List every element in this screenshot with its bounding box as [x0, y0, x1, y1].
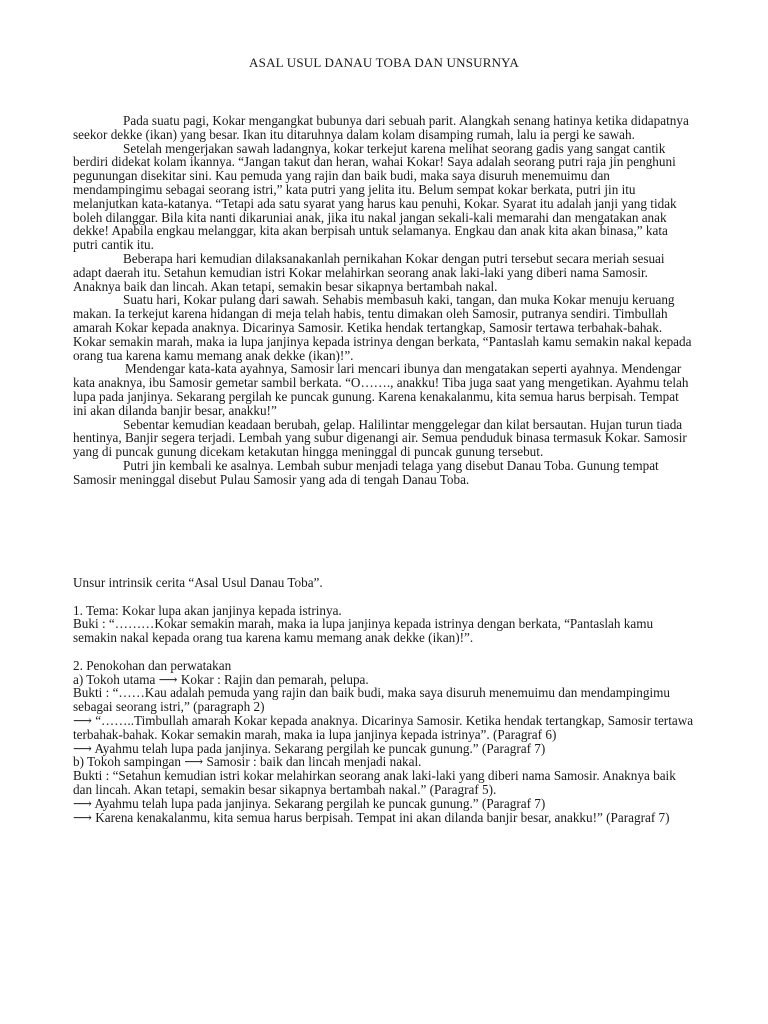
story-paragraph-4: Suatu hari, Kokar pulang dari sawah. Sehabis membasuh kaki, tangan, dan muka Kokar menuju keruang makan. Ia terkejut karena hidangan di meja telah habis, tentu dimakan oleh Samosir, putranya sendiri. Timbullah amarah Kokar kepada anaknya. Dicarinya Samosir. Ketika hendak tertangkap, Samosir tertawa terbahak-bahak. Kokar semakin marah, maka ia lupa janjinya kepada istrinya dengan berkata, “Pantaslah kamu semakin nakal kepada orang tua karena kamu memang anak dekke (ikan)!”.	[73, 292, 692, 363]
intrinsic-elements	[73, 576, 695, 824]
story-paragraph-2: Setelah mengerjakan sawah ladangnya, kokar terkejut karena melihat seorang gadis yang sangat cantik berdiri didekat kolam ikannya. “Jangan takut dan heran, wahai Kokar! Saya adalah seorang putri raja jin penghuni pegunungan disekitar sini. Kau pemuda yang rajin dan baik budi, maka saya disuruh menemuimu dan mendampingimu sebagai seorang istri,” kata putri yang jelita itu. Belum sempat kokar berkata, putri jin itu melanjutkan kata-katanya. “Tetapi ada satu syarat yang harus kau penuhi, Kokar. Syarat itu adalah janji yang tidak boleh dilanggar. Bila kita nanti dikaruniai anak, jika itu nakal jangan sekali-kali memarahi dan mengatakan anak dekke! Apabila engkau melanggar, kita akan berpisah untuk selamanya. Engkau dan anak kita akan binasa,” kata putri cantik itu.	[73, 140, 677, 253]
analysis-line: ⟶ Ayahmu telah lupa pada janjinya. Sekarang pergilah ke puncak gunung.” (Paragraf 7)	[73, 795, 546, 811]
story-body	[73, 114, 695, 487]
story-paragraph-7: Putri jin kembali ke asalnya. Lembah subur menjadi telaga yang disebut Danau Toba. Gunung tempat Samosir meninggal disebut Pulau Samosir yang ada di tengah Danau Toba.	[73, 457, 659, 487]
tema-heading: 1. Tema: Kokar lupa akan janjinya kepada istrinya.	[73, 602, 342, 618]
analysis-line: Bukti : “Setahun kemudian istri kokar melahirkan seorang anak laki-laki yang diberi nama Samosir. Anaknya baik dan lincah. Akan tetapi, semakin besar sikapnya bertambah nakal.” (Paragraf 5).	[73, 768, 676, 797]
analysis-line: ⟶ Karena kenakalanmu, kita semua harus berpisah. Tempat ini akan dilanda banjir besar, anakku!” (Paragraf 7)	[73, 809, 670, 825]
document-title: ASAL USUL DANAU TOBA DAN UNSURNYA	[249, 55, 519, 70]
analysis-line: ⟶ Ayahmu telah lupa pada janjinya. Sekarang pergilah ke puncak gunung.” (Paragraf 7)	[73, 740, 546, 756]
tema-bukti: Buki : “………Kokar semakin marah, maka ia lupa janjinya kepada istrinya dengan berkata, “Pantaslah kamu semakin nakal kepada orang tua karena kamu memang anak dekke (ikan)!”.	[73, 616, 654, 646]
analysis-intro: Unsur intrinsik cerita “Asal Usul Danau Toba”.	[73, 575, 323, 590]
story-paragraph-5: Mendengar kata-kata ayahnya, Samosir lari mencari ibunya dan mengatakan seperti ayahnya. Mendengar kata anaknya, ibu Samosir gemetar sambil berkata. “O……., anakku! Tiba juga saat yang mengetikan. Ayahmu telah lupa pada janjinya. Sekarang pergilah ke puncak gunung. Karena kenakalanmu, kita semua harus berpisah. Tempat ini akan dilanda banjir besar, anakku!”	[73, 361, 689, 418]
story-paragraph-3: Beberapa hari kemudian dilaksanakanlah pernikahan Kokar dengan putri tersebut secara meriah sesuai adapt daerah itu. Setahun kemudian istri Kokar melahirkan seorang anak laki-laki yang diberi nama Samosir. Anaknya baik dan lincah. Akan tetapi, semakin besar sikapnya bertambah nakal.	[73, 250, 665, 294]
story-paragraph-6: Sebentar kemudian keadaan berubah, gelap. Halilintar menggelegar dan kilat bersautan. Hujan turun tiada hentinya, Banjir segera terjadi. Lembah yang subur digenangi air. Semua penduduk binasa termasuk Kokar. Samosir yang di puncak gunung dicekam ketakutan hingga meninggal di puncak gunung tersebut.	[73, 416, 687, 460]
analysis-line: ⟶ “……..Timbullah amarah Kokar kepada anaknya. Dicarinya Samosir. Ketika hendak tertangkap, Samosir tertawa terbahak-bahak. Kokar semakin marah, maka ia lupa janjinya kepada istrinya”. (Paragraf 6)	[73, 712, 694, 742]
story-paragraph-1: Pada suatu pagi, Kokar mengangkat bubunya dari sebuah parit. Alangkah senang hatinya ketika didapatnya seekor dekke (ikan) yang besar. Ikan itu ditaruhnya dalam kolam disamping rumah, lalu ia pergi ke sawah.	[73, 113, 689, 142]
analysis-line: a) Tokoh utama ⟶ Kokar : Rajin dan pemarah, pelupa.	[73, 671, 369, 687]
analysis-line: b) Tokoh sampingan ⟶ Samosir : baik dan lincah menjadi nakal.	[73, 754, 422, 770]
analysis-line: Bukti : “……Kau adalah pemuda yang rajin dan baik budi, maka saya disuruh menemuimu dan mendampingimu sebagai seorang istri,” (paragraph 2)	[73, 685, 670, 715]
penokohan-heading: 2. Penokohan dan perwatakan	[73, 657, 232, 673]
